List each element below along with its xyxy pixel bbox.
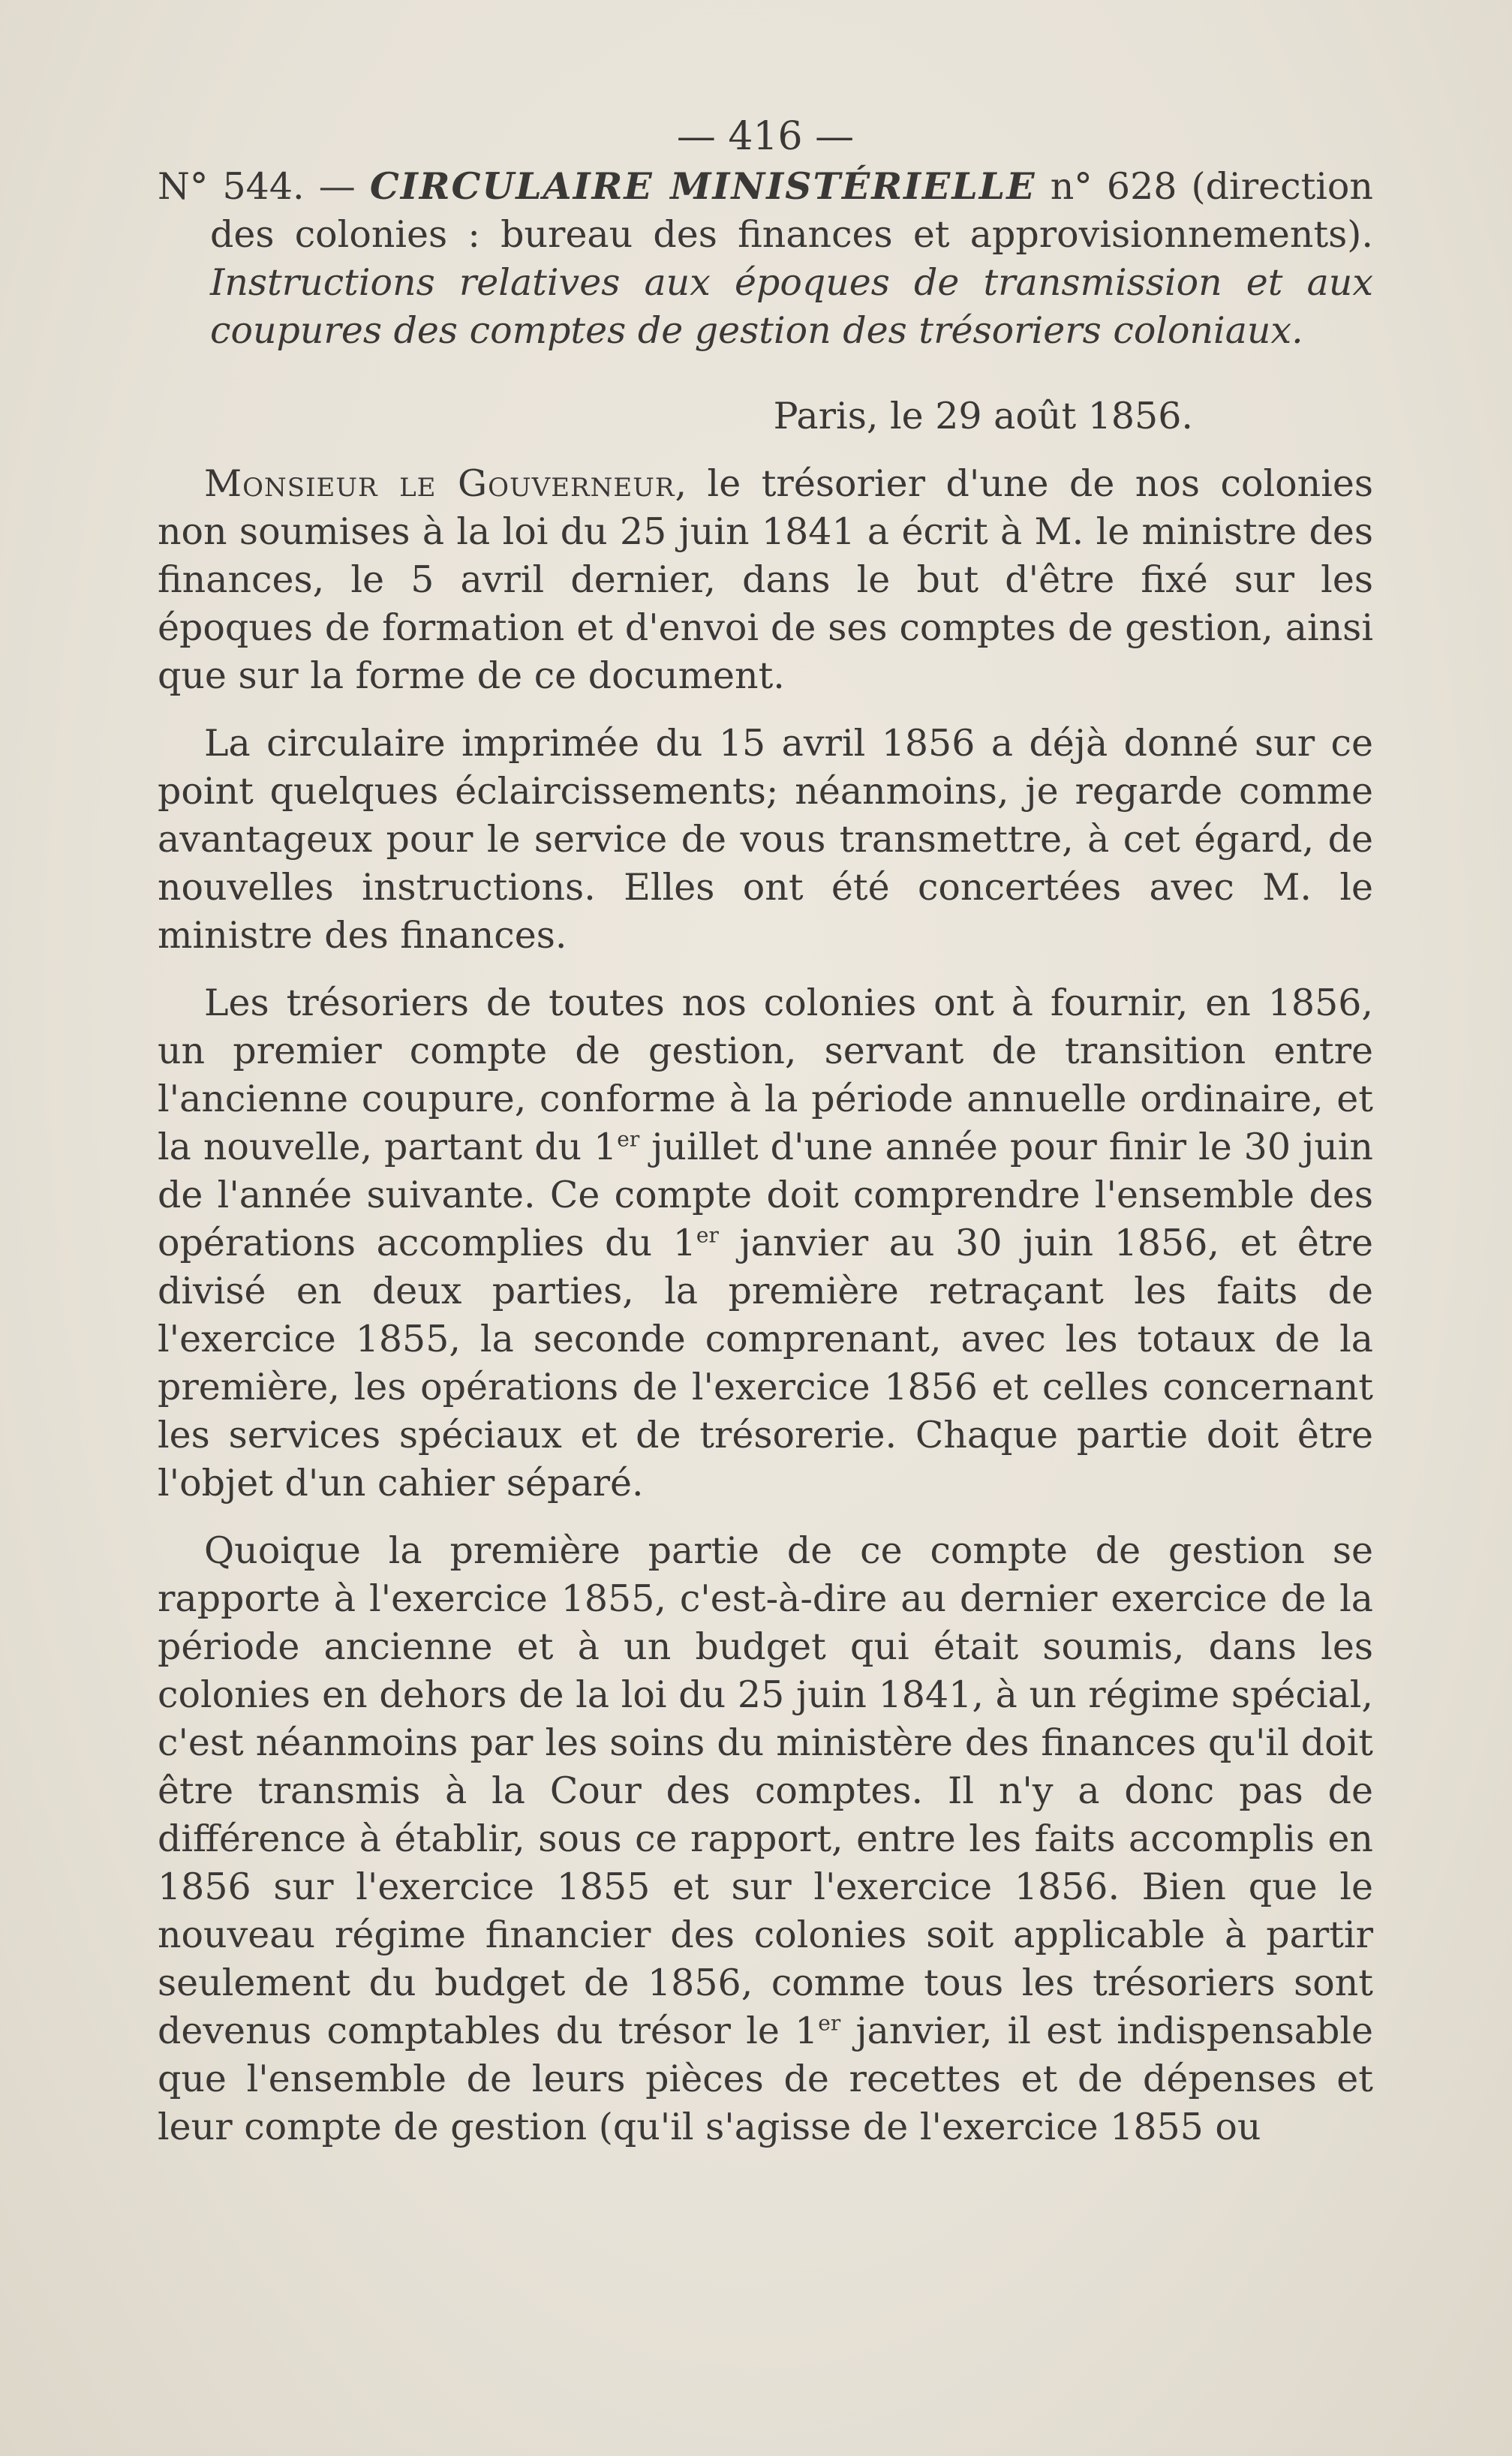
document-number: N° 544. [158,165,305,208]
paragraph-1-text: , le trésorier d'une de nos colonies non soumises à la loi du 25 juin 1841 a écrit à M. le ministre des finances, le 5 avril dernier, dans le but d'être fixé sur les époques de formation et d'envoi de ses comptes de gestion, ainsi que sur la forme de ce document. [158,462,1374,697]
circular-reference: n° 628 (direction des colonies : bureau des finances et approvisionnements). [210,165,1373,256]
paragraph-4: Quoique la première partie de ce compte de gestion se rapporte à l'exercice 1855, c'est-à-dire au dernier exercice de la période ancienne et à un budget qui était soumis, dans les colonies en dehors de la loi du 25 juin 1841, à un régime spécial, c'est néanmoins par les soins du ministère des finances qu'il doit être transmis à la Cour des comptes. Il n'y a donc pas de différence à établir, sous ce rapport, entre les faits accomplis en 1856 sur l'exercice 1855 et sur l'exercice 1856. Bien que le nouveau régime financier des colonies soit applicable à partir seulement du budget de 1856, comme tous les trésoriers sont devenus comptables du trésor le 1er janvier, il est indispensable que l'ensemble de leurs pièces de recettes et de dépenses et leur compte de gestion (qu'il s'agisse de l'exercice 1855 ou [158,1529,1373,2148]
circular-heading [158,162,1373,355]
circular-title: CIRCULAIRE MINISTÉRIELLE [369,164,1036,208]
paragraph-2: La circulaire imprimée du 15 avril 1856 a déjà donné sur ce point quelques éclaircissements; néanmoins, je regarde comme avantageux pour le service de vous transmettre, à cet égard, de nouvelles instructions. Elles ont été concertées avec M. le ministre des finances. [158,722,1373,957]
heading-dash: — [304,165,370,208]
page-number: — 416 — [676,114,855,159]
page-text [158,113,1373,2171]
salutation: Monsieur le Gouverneur [204,462,675,505]
circular-subject: Instructions relatives aux époques de transmission et aux coupures des comptes de gestion des trésoriers coloniaux. [210,261,1373,352]
paragraph-1 [158,460,1373,700]
dateline: Paris, le 29 août 1856. [773,395,1193,437]
paragraph-3: Les trésoriers de toutes nos colonies ont à fournir, en 1856, un premier compte de gestion, servant de transition entre l'ancienne coupure, conforme à la période annuelle ordinaire, et la nouvelle, partant du 1er juillet d'une année pour finir le 30 juin de l'année suivante. Ce compte doit comprendre l'ensemble des opérations accomplies du 1er janvier au 30 juin 1856, et être divisé en deux parties, la première retraçant les faits de l'exercice 1855, la seconde comprenant, avec les totaux de la première, les opérations de l'exercice 1856 et celles concernant les services spéciaux et de trésorerie. Chaque partie doit être l'objet d'un cahier séparé. [158,981,1373,1505]
